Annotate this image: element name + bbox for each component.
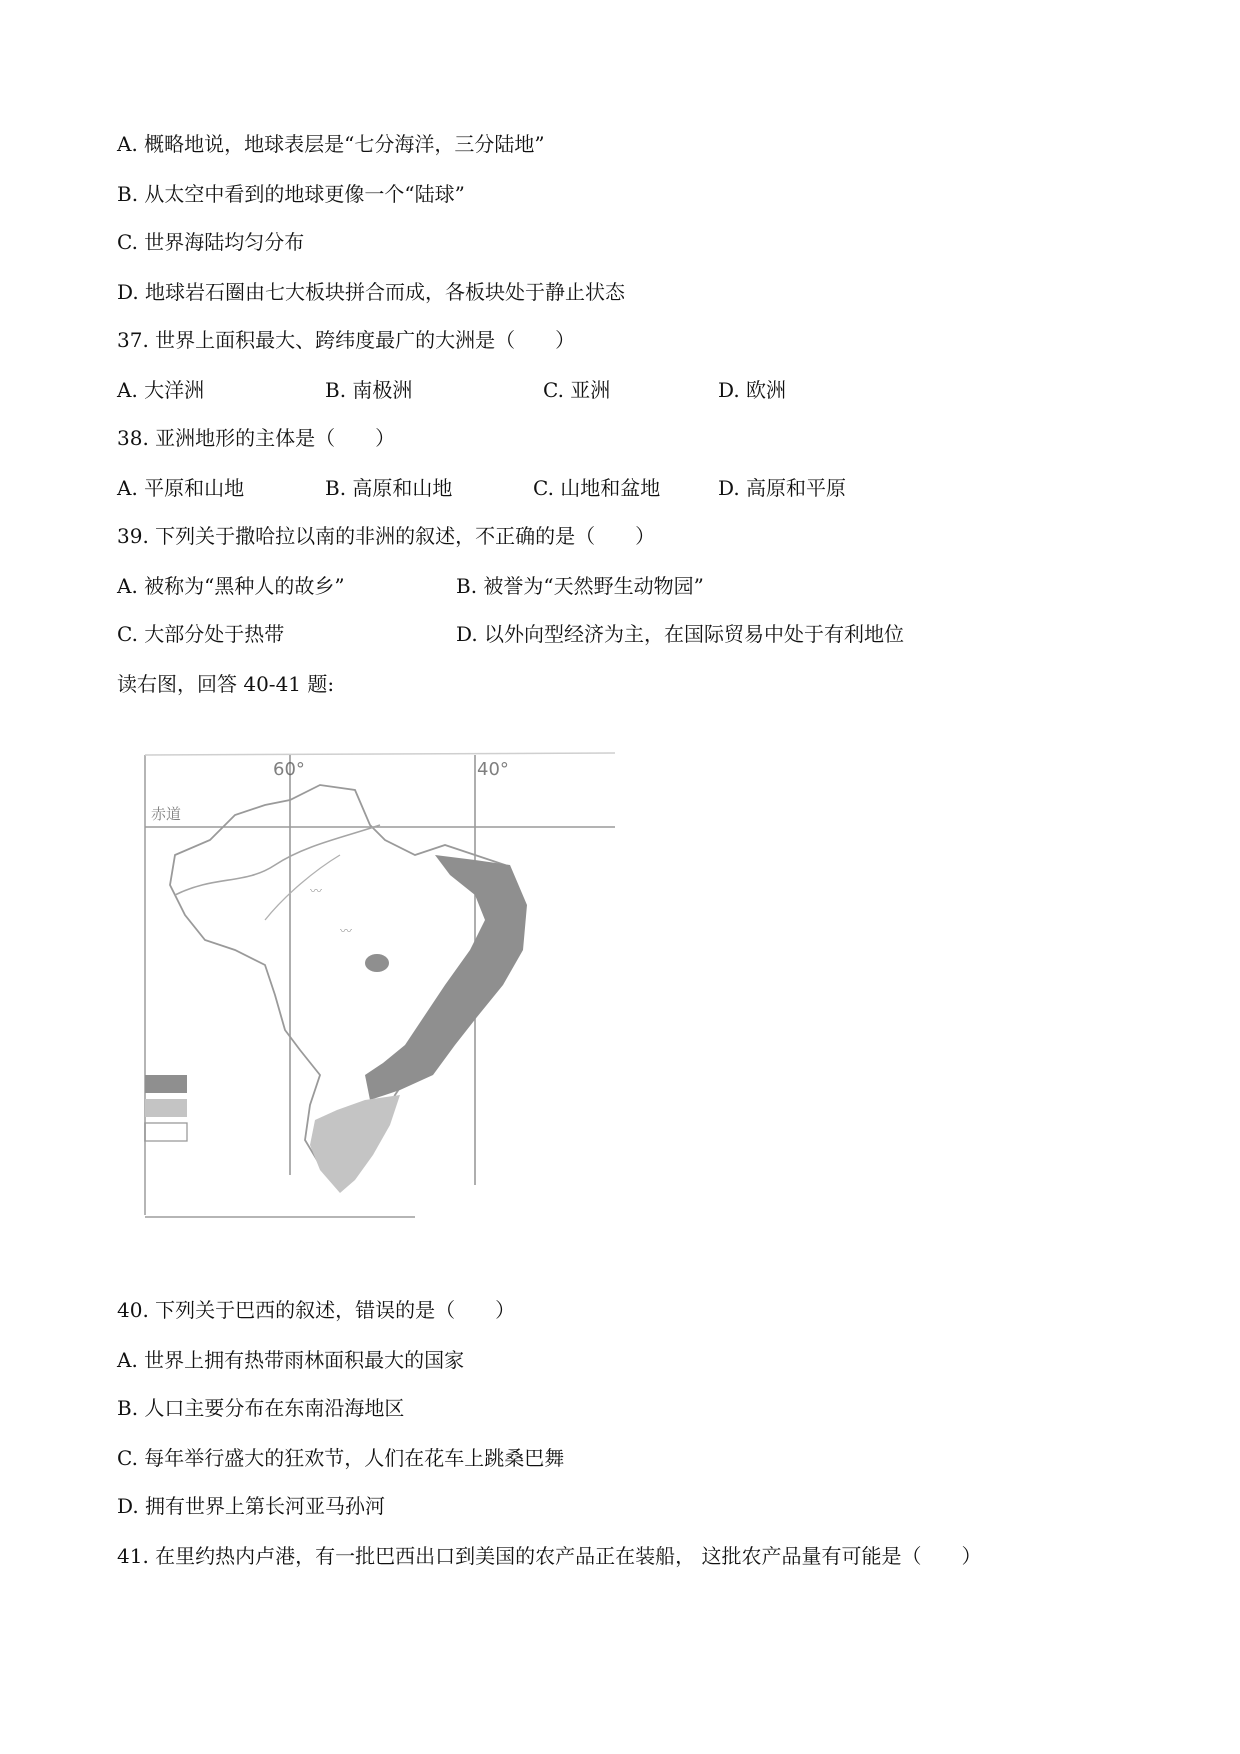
brazil-map-figure: [115, 745, 615, 1225]
small-dark-patch: [365, 954, 389, 972]
q39-stem: 39. 下列关于撒哈拉以南的非洲的叙述，不正确的是（ ）: [117, 524, 656, 548]
q39-option-d: D. 以外向型经济为主，在国际贸易中处于有利地位: [456, 622, 905, 646]
dark-shaded-region: [365, 855, 527, 1100]
q38-option-d: D. 高原和平原: [718, 476, 847, 500]
map-frame-top: [145, 753, 615, 755]
legend-swatch-empty: [145, 1123, 187, 1141]
brazil-map-svg: [115, 745, 615, 1225]
q39-option-c: C. 大部分处于热带: [117, 622, 285, 646]
legend-swatch-dark: [145, 1075, 187, 1093]
q40-option-c: C. 每年举行盛大的狂欢节，人们在花车上跳桑巴舞: [117, 1446, 565, 1470]
q40-option-b: B. 人口主要分布在东南沿海地区: [117, 1396, 405, 1420]
q37-option-d: D. 欧洲: [718, 378, 787, 402]
lon-60-label: 60°: [273, 759, 305, 780]
q36-option-c: C. 世界海陆均匀分布: [117, 230, 305, 254]
map-faint-label-2: 〰: [340, 924, 353, 938]
q38-option-c: C. 山地和盆地: [533, 476, 661, 500]
q36-option-a: A. 概略地说，地球表层是“七分海洋，三分陆地”: [117, 132, 545, 156]
q39-option-a: A. 被称为“黑种人的故乡”: [117, 574, 345, 598]
q40-option-d: D. 拥有世界上第长河亚马孙河: [117, 1494, 386, 1518]
q40-option-a: A. 世界上拥有热带雨林面积最大的国家: [117, 1348, 465, 1372]
q38-option-b: B. 高原和山地: [325, 476, 453, 500]
light-shaded-region: [310, 1095, 400, 1193]
q38-stem: 38. 亚洲地形的主体是（ ）: [117, 426, 396, 450]
q37-option-b: B. 南极洲: [325, 378, 413, 402]
q38-option-a: A. 平原和山地: [117, 476, 245, 500]
equator-label: 赤道: [151, 805, 182, 823]
lon-40-label: 40°: [477, 759, 509, 780]
legend-swatch-light: [145, 1099, 187, 1117]
q37-stem: 37. 世界上面积最大、跨纬度最广的大洲是（ ）: [117, 328, 576, 352]
q36-option-b: B. 从太空中看到的地球更像一个“陆球”: [117, 182, 465, 206]
map-intro: 读右图，回答 40-41 题:: [117, 672, 335, 696]
amazon-river: [175, 825, 380, 895]
q37-option-a: A. 大洋洲: [117, 378, 205, 402]
q41-stem: 41. 在里约热内卢港，有一批巴西出口到美国的农产品正在装船， 这批农产品量有可能是（ ）: [117, 1544, 982, 1568]
q40-stem: 40. 下列关于巴西的叙述，错误的是（ ）: [117, 1298, 516, 1322]
q37-option-c: C. 亚洲: [543, 378, 611, 402]
map-faint-label-1: 〰: [310, 884, 323, 898]
q36-option-d: D. 地球岩石圈由七大板块拼合而成，各板块处于静止状态: [117, 280, 626, 304]
q39-option-b: B. 被誉为“天然野生动物园”: [456, 574, 704, 598]
